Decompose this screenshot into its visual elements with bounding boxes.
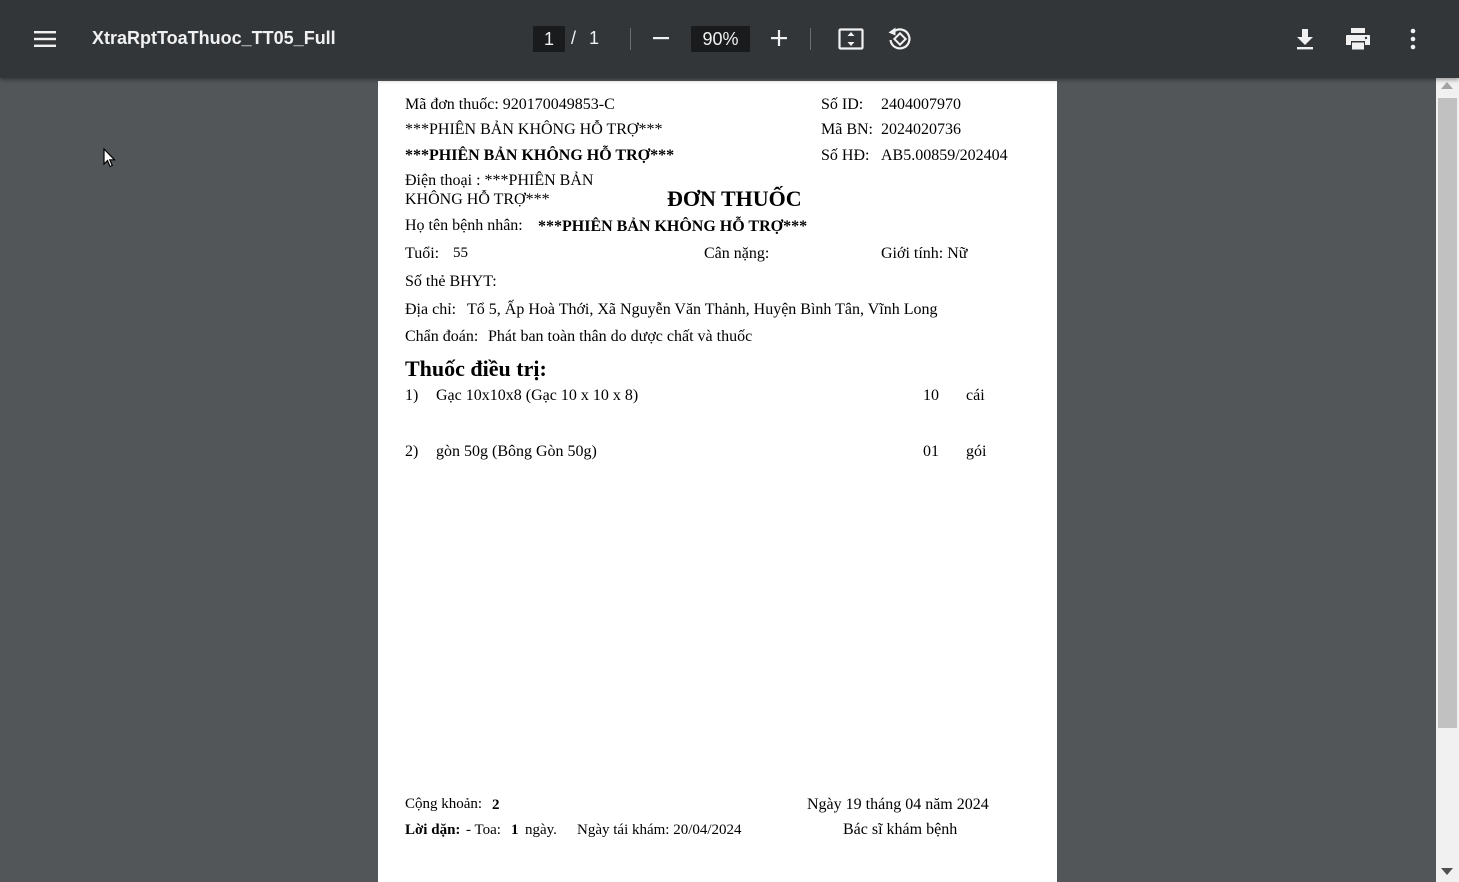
invoice-value: AB5.00859/202404 (881, 147, 1008, 164)
phone-line-2: KHÔNG HỖ TRỢ*** (405, 191, 550, 208)
toolbar-divider (630, 28, 631, 50)
page-number-input[interactable]: 1 (533, 26, 565, 52)
pdf-page (378, 81, 1057, 882)
invoice-label: Số HĐ: (821, 147, 870, 164)
unsupported-notice: ***PHIÊN BẢN KHÔNG HỖ TRỢ*** (405, 121, 663, 138)
scroll-up-arrow-icon[interactable] (1441, 82, 1453, 89)
prescription-code: Mã đơn thuốc: 920170049853-C (405, 96, 615, 113)
print-icon (1345, 27, 1371, 51)
zoom-level-input[interactable]: 90% (691, 26, 750, 52)
age-label: Tuổi: (405, 245, 440, 262)
more-vertical-icon (1409, 28, 1417, 50)
fit-to-page-icon (838, 28, 864, 50)
follow-up-date: Ngày tái khám: 20/04/2024 (577, 822, 742, 838)
doctor-signature-label: Bác sĩ khám bệnh (843, 821, 958, 838)
medication-unit: gói (966, 443, 987, 460)
download-button[interactable] (1288, 22, 1322, 56)
medication-name: gòn 50g (Bông Gòn 50g) (436, 443, 597, 460)
rotate-button[interactable] (882, 22, 916, 56)
address-label: Địa chỉ: (405, 301, 457, 318)
page-total: 1 (589, 28, 600, 48)
signature-date: Ngày 19 tháng 04 năm 2024 (807, 796, 989, 813)
age-value: 55 (453, 245, 468, 261)
patient-code-label: Mã BN: (821, 121, 873, 138)
fit-to-page-button[interactable] (834, 22, 868, 56)
pdf-toolbar (0, 0, 1459, 78)
medication-name: Gạc 10x10x8 (Gạc 10 x 10 x 8) (436, 387, 639, 404)
print-button[interactable] (1341, 22, 1375, 56)
id-label: Số ID: (821, 96, 864, 113)
patient-name-value: ***PHIÊN BẢN KHÔNG HỖ TRỢ*** (538, 218, 808, 235)
document-title: XtraRptToaThuoc_TT05_Full (92, 28, 336, 48)
total-items-value: 2 (492, 797, 500, 813)
medication-quantity: 10 (923, 387, 939, 404)
advice-prescription: - Toa: (466, 822, 501, 838)
address-value: Tổ 5, Ấp Hoà Thới, Xã Nguyễn Văn Thảnh, Huyện Bình Tân, Vĩnh Long (467, 301, 938, 318)
zoom-out-button[interactable] (645, 22, 677, 54)
advice-days-label: ngày. (525, 822, 557, 838)
document-heading: ĐƠN THUỐC (667, 186, 802, 211)
medication-heading: Thuốc điều trị: (405, 356, 547, 381)
gender: Giới tính: Nữ (881, 245, 968, 262)
phone-line-1: Điện thoại : ***PHIÊN BẢN (405, 172, 594, 189)
unsupported-notice-bold: ***PHIÊN BẢN KHÔNG HỖ TRỢ*** (405, 147, 675, 164)
id-value: 2404007970 (881, 96, 961, 113)
zoom-in-button[interactable] (763, 22, 795, 54)
total-items-label: Cộng khoản: (405, 796, 483, 812)
plus-icon (770, 29, 788, 47)
patient-name-label: Họ tên bệnh nhân: (405, 217, 523, 234)
weight-label: Cân nặng: (704, 245, 770, 262)
scrollbar-thumb[interactable] (1438, 98, 1457, 728)
advice-label: Lời dặn: (405, 822, 461, 838)
scroll-down-arrow-icon[interactable] (1441, 868, 1453, 875)
hamburger-menu-icon (33, 29, 57, 49)
medication-quantity: 01 (923, 443, 939, 460)
page-separator: / (571, 28, 577, 48)
mouse-cursor-icon (103, 148, 117, 168)
menu-button[interactable] (26, 20, 64, 58)
toolbar-divider (810, 28, 811, 50)
medication-number: 2) (405, 443, 419, 460)
download-icon (1295, 28, 1315, 50)
advice-days-count: 1 (511, 822, 519, 838)
diagnosis-label: Chẩn đoán: (405, 328, 479, 345)
diagnosis-value: Phát ban toàn thân do dược chất và thuốc (488, 328, 753, 345)
rotate-icon (886, 26, 912, 52)
more-options-button[interactable] (1396, 22, 1430, 56)
medication-number: 1) (405, 387, 419, 404)
insurance-card-label: Số thẻ BHYT: (405, 273, 497, 290)
medication-unit: cái (966, 387, 985, 404)
minus-icon (652, 29, 670, 47)
patient-code-value: 2024020736 (881, 121, 961, 138)
